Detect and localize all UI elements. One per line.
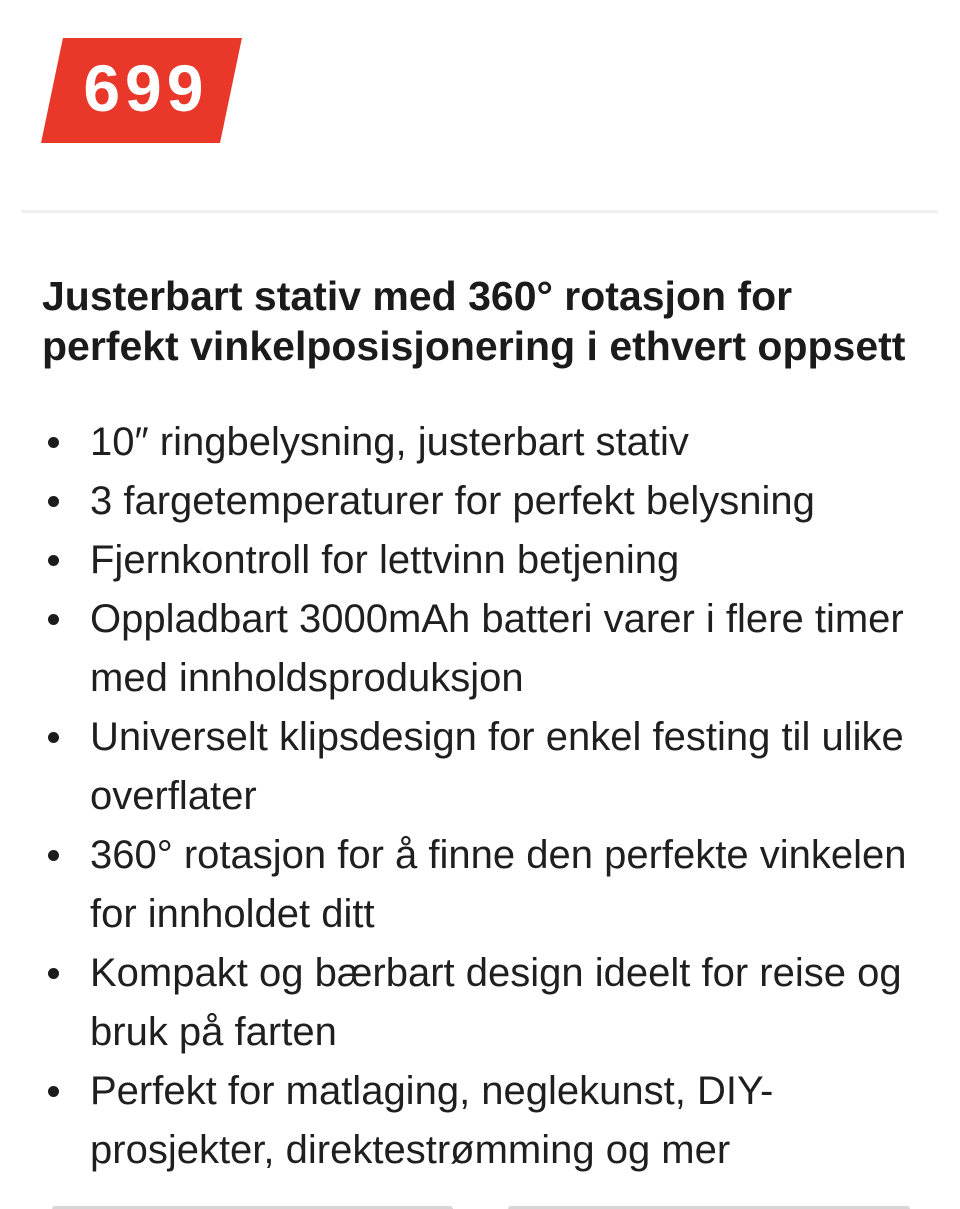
feature-item xyxy=(42,413,922,472)
feature-item xyxy=(42,472,922,531)
bullet-icon xyxy=(48,496,59,507)
feature-text: Fjernkontroll for lettvinn betjening xyxy=(90,538,680,582)
bullet-icon xyxy=(48,555,59,566)
feature-text: 360° rotasjon for å finne den perfekte vinkelen for innholdet ditt xyxy=(90,833,907,936)
feature-text: Kompakt og bærbart design ideelt for reise og bruk på farten xyxy=(90,951,902,1054)
bullet-icon xyxy=(48,614,59,625)
feature-item xyxy=(42,944,922,1062)
feature-item xyxy=(42,590,922,708)
feature-text: Perfekt for matlaging, neglekunst, DIY-prosjekter, direktestrømming og mer xyxy=(90,1069,774,1172)
feature-item xyxy=(42,1062,922,1180)
feature-text: 10″ ringbelysning, justerbart stativ xyxy=(90,420,689,464)
feature-text: Universelt klipsdesign for enkel festing til ulike overflater xyxy=(90,715,904,818)
bullet-icon xyxy=(48,1086,59,1097)
bullet-icon xyxy=(48,732,59,743)
feature-item xyxy=(42,531,922,590)
feature-text: Oppladbart 3000mAh batteri varer i flere timer med innholdsproduksjon xyxy=(90,597,904,700)
bullet-icon xyxy=(48,968,59,979)
bullet-icon xyxy=(48,437,59,448)
section-divider xyxy=(21,210,938,213)
bullet-icon xyxy=(48,850,59,861)
price-badge xyxy=(41,38,242,143)
feature-text: 3 fargetemperaturer for perfekt belysning xyxy=(90,479,815,523)
feature-item xyxy=(42,708,922,826)
product-title: Justerbart stativ med 360° rotasjon for perfekt vinkelposisjonering i ethvert oppsett xyxy=(42,273,906,369)
feature-list xyxy=(42,413,922,1180)
price-value: 699 xyxy=(83,51,209,125)
feature-item xyxy=(42,826,922,944)
